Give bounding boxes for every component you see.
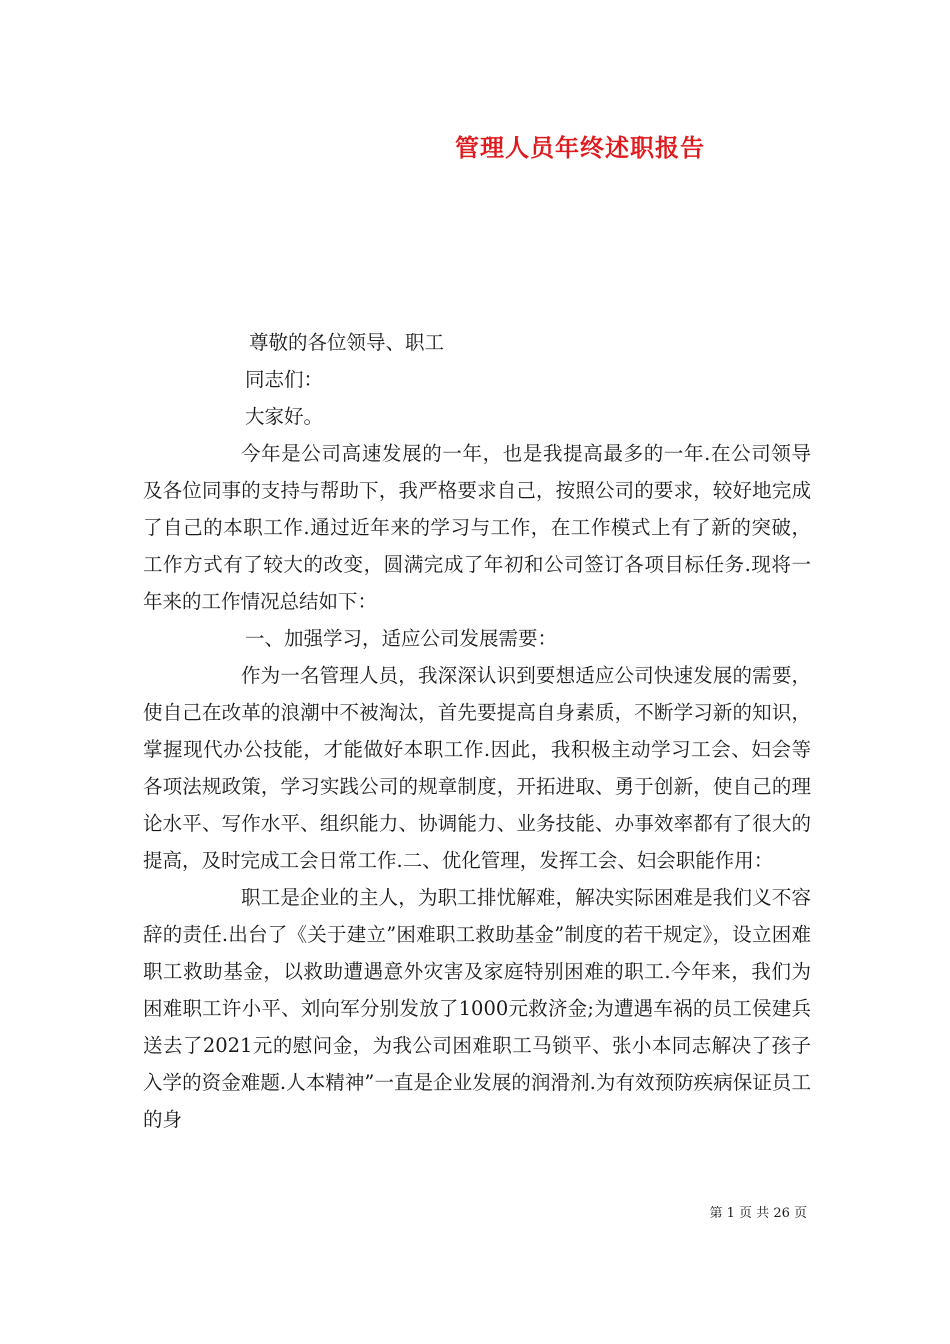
greeting-line-1: 尊敬的各位领导、职工 (249, 331, 445, 354)
greeting-line-2: 同志们： (245, 368, 324, 391)
greeting-line-3: 大家好。 (245, 405, 324, 428)
paragraph-learning: 作为一名管理人员，我深深认识到要想适应公司快速发展的需要，使自己在改革的浪潮中不被淘汰，首先要提高自身素质，不断学习新的知识，掌握现代办公技能，才能做好本职工作.因此，我积极主动学习工会、妇会等各项法规政策，学习实践公司的规章制度，开拓进取、勇于创新，使自己的理论水平、写作水平、组织能力、协调能力、业务技能、办事效率都有了很大的提高，及时完成工会日常工作.二、优化管理，发挥工会、妇会职能作用： (143, 664, 811, 872)
page-number: 第 1 页 共 26 页 (709, 1206, 807, 1221)
paragraph-welfare: 职工是企业的主人，为职工排忧解难，解决实际困难是我们义不容辞的责任.出台了《关于建立”困难职工救助基金”制度的若干规定》，设立困难职工救助基金，以救助遭遇意外灾害及家庭特别困难的职工.今年来，我们为困难职工许小平、刘向军分别发放了1000元救济金;为遭遇车祸的员工侯建兵送去了2021元的慰问金，为我公司困难职工马锁平、张小本同志解决了孩子入学的资金难题.人本精神”一直是企业发展的润滑剂.为有效预防疾病保证员工的身 (143, 886, 811, 1131)
paragraph-intro: 今年是公司高速发展的一年，也是我提高最多的一年.在公司领导及各位同事的支持与帮助下，我严格要求自己，按照公司的要求，较好地完成了自己的本职工作.通过近年来的学习与工作，在工作模式上有了新的突破，工作方式有了较大的改变，圆满完成了年初和公司签订各项目标任务.现将一年来的工作情况总结如下： (143, 442, 811, 613)
section-heading-1: 一、加强学习，适应公司发展需要： (245, 627, 558, 650)
document-title: 管理人员年终述职报告 (455, 133, 705, 162)
document-body (143, 324, 811, 1138)
